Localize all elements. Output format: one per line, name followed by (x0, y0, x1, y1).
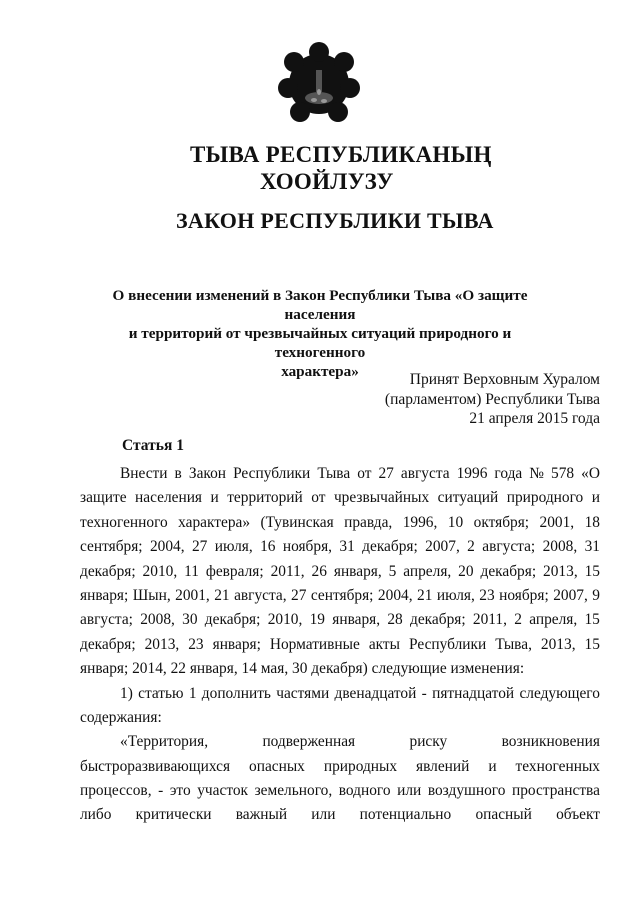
body-line (80, 486, 600, 510)
body-word: риску (409, 733, 448, 751)
body-word: статью (138, 684, 184, 702)
body-word: 2013, (543, 562, 578, 580)
body-word: защите (80, 489, 127, 507)
body-word: 21 (214, 586, 230, 604)
body-word: 21 (417, 586, 433, 604)
body-word: 5 (388, 562, 397, 580)
body-word: Республики (409, 635, 487, 653)
body-word: февраля; (205, 562, 264, 580)
body-word: 1996 (456, 465, 488, 482)
adoption-line-2: (парламентом) Республики Тыва (384, 390, 600, 408)
body-word: января, (189, 660, 242, 678)
body-line (80, 560, 600, 584)
body-word: потенциально (359, 806, 452, 824)
body-word: года (494, 465, 523, 482)
body-word: декабря; (410, 611, 466, 629)
body-word: 23 (188, 635, 204, 653)
body-word: следующие (371, 660, 451, 678)
body-word: Нормативные (269, 635, 360, 653)
body-word: 1996, (402, 513, 438, 531)
tuva-coat-of-arms-emblem (278, 40, 360, 126)
body-word: следующего (519, 684, 600, 702)
body-word: участок (197, 782, 249, 800)
document-subject (92, 286, 548, 381)
body-word: августа; (482, 538, 536, 556)
body-word: ноября; (499, 586, 549, 604)
body-word: - (158, 782, 164, 800)
body-word: объект (556, 806, 600, 824)
body-word: 2008, (542, 538, 578, 556)
body-word: или (397, 782, 422, 800)
body-word: дополнить (201, 684, 271, 702)
body-word: 30 (182, 611, 198, 629)
body-word: территорий (227, 489, 303, 507)
body-word: 15 (584, 611, 600, 629)
body-word: декабря; (80, 635, 136, 653)
body-word: Внести (120, 465, 168, 482)
body-word: 2014, (132, 660, 171, 678)
body-word: это (169, 782, 191, 800)
body-word: явлений (416, 757, 470, 775)
title-tuvan-line2: ХООЙЛУЗУ (260, 169, 394, 194)
body-word: важный (235, 806, 288, 824)
body-line (80, 535, 600, 559)
body-word: пятнадцатой (432, 684, 515, 702)
body-word: № (529, 465, 544, 482)
body-word: 19 (309, 611, 325, 629)
body-word: 15 (584, 562, 600, 580)
body-word: опасных (249, 757, 305, 775)
body-line (80, 755, 600, 779)
body-word: июля, (214, 538, 253, 556)
body-word: 9 (592, 586, 600, 604)
body-word: 28 (387, 611, 403, 629)
body-word: января; (80, 586, 129, 604)
body-word: июля, (436, 586, 475, 604)
body-word: января; (80, 660, 133, 678)
body-word: населения (135, 489, 203, 507)
body-word: 2008, (140, 611, 175, 629)
body-word: ноября, (282, 538, 333, 556)
body-word: мая, (260, 660, 293, 678)
body-word: декабря; (204, 611, 261, 629)
body-line (80, 584, 600, 608)
title-tuvan-line1: ТЫВА РЕСПУБЛИКАНЫҢ (190, 142, 492, 167)
adoption-note (385, 370, 600, 429)
article-body-text (80, 462, 600, 828)
body-word: и (591, 489, 600, 507)
body-word: 2001, (175, 586, 210, 604)
body-word: техногенного (80, 513, 168, 531)
body-line (80, 803, 600, 827)
body-word: ситуаций (437, 489, 499, 507)
body-word: 578 (551, 465, 575, 482)
body-word: 11 (184, 562, 199, 580)
body-word: 1 (188, 684, 197, 702)
body-word: быстроразвивающихся (80, 757, 231, 775)
body-line (80, 608, 600, 632)
body-word: 22 (170, 660, 190, 678)
body-word: 2007, (425, 538, 460, 556)
body-word: 2010, (267, 611, 303, 629)
body-word: 27 (291, 586, 307, 604)
body-word: 16 (260, 538, 276, 556)
body-word: техногенных (515, 757, 600, 775)
body-word: природного (506, 489, 584, 507)
body-word: и (210, 489, 219, 507)
body-word: 31 (339, 538, 355, 556)
subject-line-3: характера» (281, 363, 359, 380)
body-word: 14 (241, 660, 261, 678)
body-word: воздушного (427, 782, 506, 800)
body-word: 2011, (472, 611, 507, 629)
body-word: «Территория, (120, 733, 209, 751)
body-word: подверженная (262, 733, 356, 751)
body-word: водного (338, 782, 391, 800)
body-word: 10 (447, 513, 464, 531)
body-word: Закон (188, 465, 227, 482)
body-word: 2001, (539, 513, 575, 531)
body-word: Республики (233, 465, 311, 482)
body-word: 2004, (149, 538, 185, 556)
body-word: и (488, 757, 497, 775)
body-word: сентября; (80, 538, 143, 556)
body-word: - (421, 684, 427, 702)
body-word: 26 (311, 562, 327, 580)
body-word: возникновения (501, 733, 600, 751)
body-word: января; (212, 635, 261, 653)
body-word: января, (332, 611, 381, 629)
body-word: акты (368, 635, 401, 653)
body-word: апреля, (403, 562, 452, 580)
body-word: 2011, (270, 562, 305, 580)
body-line (80, 511, 600, 535)
body-word: августа; (80, 611, 133, 629)
body-word: августа, (234, 586, 287, 604)
body-word: января, (333, 562, 382, 580)
body-word: частями (276, 684, 330, 702)
body-word: 2010, (142, 562, 178, 580)
body-word: апреля, (529, 611, 578, 629)
body-word: декабря; (480, 562, 537, 580)
body-word: «О (581, 465, 600, 482)
body-word: содержания: (80, 708, 162, 726)
body-word: декабря; (80, 562, 136, 580)
body-word: (Тувинская (260, 513, 334, 531)
body-word: либо (80, 806, 112, 824)
body-word: Шын, (132, 586, 171, 604)
body-line (80, 633, 600, 657)
body-word: изменения: (450, 660, 525, 678)
body-word: 2004, (377, 586, 413, 604)
body-word: от (357, 465, 372, 482)
body-line (80, 779, 600, 803)
body-word: 1) (120, 684, 133, 702)
subject-line-1: О внесении изменений в Закон Республики Тыва «О защите населения (112, 287, 528, 323)
body-word: декабря) (311, 660, 372, 678)
body-word: августа (400, 465, 450, 482)
body-line (80, 682, 600, 706)
body-word: 20 (458, 562, 474, 580)
body-word: декабря; (362, 538, 418, 556)
article-heading: Статья 1 (122, 437, 184, 454)
body-word: 27 (191, 538, 208, 556)
body-word: правда, (344, 513, 393, 531)
body-word: земельного, (254, 782, 333, 800)
body-word: природных (323, 757, 398, 775)
body-word: сентября; (310, 586, 374, 604)
body-word: 2 (467, 538, 475, 556)
body-word: 2013, (540, 635, 576, 653)
body-word: характера» (178, 513, 251, 531)
subject-line-2: и территорий от чрезвычайных ситуаций природного и техногенного (128, 325, 512, 361)
body-word: 23 (479, 586, 495, 604)
body-word: 31 (584, 538, 600, 556)
body-word: 2013, (144, 635, 180, 653)
body-word: критически (135, 806, 212, 824)
body-word: 30 (292, 660, 312, 678)
body-word: процессов, (80, 782, 152, 800)
body-line (80, 730, 600, 754)
body-word: пространства (511, 782, 600, 800)
body-word: чрезвычайных (333, 489, 430, 507)
body-word: опасный (475, 806, 532, 824)
body-word: Тыва (317, 465, 351, 482)
body-word: октября; (473, 513, 530, 531)
adoption-date: 21 апреля 2015 года (469, 410, 600, 427)
body-line (80, 706, 600, 730)
body-word: в (174, 465, 182, 482)
body-word: 2007, (553, 586, 588, 604)
title-russian: ЗАКОН РЕСПУБЛИКИ ТЫВА (176, 208, 494, 233)
adoption-line-1: Принят Верховным Хуралом (409, 371, 600, 388)
body-word: 27 (378, 465, 394, 482)
body-word: 2 (514, 611, 522, 629)
body-word: или (311, 806, 336, 824)
body-word: 15 (584, 635, 600, 653)
body-line (80, 657, 600, 681)
body-line (80, 462, 600, 486)
body-word: двенадцатой (334, 684, 417, 702)
body-word: 18 (584, 513, 600, 531)
body-word: Тыва, (495, 635, 532, 653)
body-word: от (311, 489, 326, 507)
